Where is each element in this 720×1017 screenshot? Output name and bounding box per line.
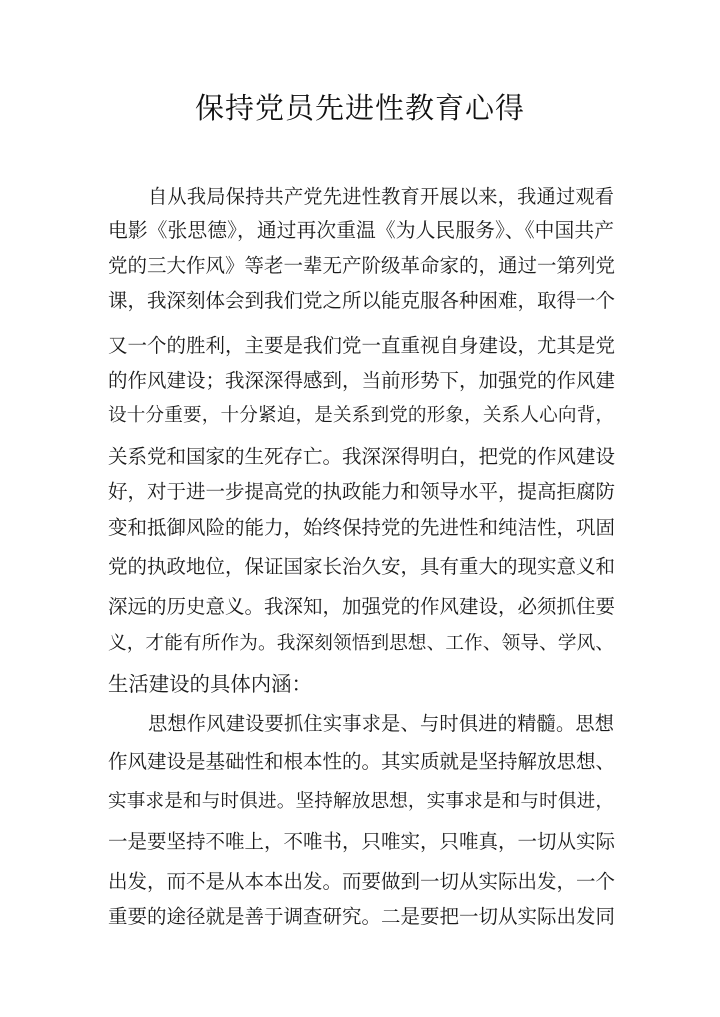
paragraph-1-line-3: 党的三大作风》等老一辈无产阶级革命家的，通过一第列党 [108,254,616,277]
paragraph-1-line-1: 自从我局保持共产党先进性教育开展以来，我通过观看 [148,185,614,208]
paragraph-1-line-4: 课，我深刻体会到我们党之所以能克服各种困难，取得一个 [108,289,616,312]
paragraph-1-line-6: 的作风建设；我深深得感到，当前形势下，加强党的作风建 [108,369,616,392]
paragraph-1-line-5: 又一个的胜利，主要是我们党一直重视自身建设，尤其是党 [108,334,616,357]
paragraph-2-line-5: 出发，而不是从本本出发。而要做到一切从实际出发，一个 [108,870,616,893]
paragraph-1-line-10: 变和抵御风险的能力，始终保持党的先进性和纯洁性，巩固 [108,516,616,539]
paragraph-1-line-8: 关系党和国家的生死存亡。我深深得明白，把党的作风建设 [108,445,616,468]
paragraph-1-line-12: 深远的历史意义。我深知，加强党的作风建设，必须抓住要 [108,595,616,618]
paragraph-1-line-9: 好，对于进一步提高党的执政能力和领导水平，提高拒腐防 [108,480,616,503]
paragraph-2-line-3: 实事求是和与时俱进。坚持解放思想，实事求是和与时俱进， [108,791,614,812]
paragraph-1-line-2: 电影《张思德》，通过再次重温《为人民服务》、《中国共产 [108,219,614,242]
paragraph-2-line-4: 一是要坚持不唯上，不唯书，只唯实，只唯真，一切从实际 [108,830,616,853]
paragraph-2-line-1: 思想作风建设要抓住实事求是、与时俱进的精髓。思想 [148,712,614,735]
document-title: 保持党员先进性教育心得 [194,91,525,125]
paragraph-2-line-2: 作风建设是基础性和根本性的。其实质就是坚持解放思想、 [108,750,616,773]
paragraph-1-line-11: 党的执政地位，保证国家长治久安，具有重大的现实意义和 [108,555,616,578]
paragraph-1-line-7: 设十分重要，十分紧迫，是关系到党的形象，关系人心向背， [108,405,614,426]
paragraph-1-line-14: 生活建设的具体内涵： [108,672,312,696]
paragraph-1-line-13: 义，才能有所作为。我深刻领悟到思想、工作、领导、学风、 [108,633,614,654]
paragraph-2-line-6: 重要的途径就是善于调查研究。二是要把一切从实际出发同 [108,905,616,928]
